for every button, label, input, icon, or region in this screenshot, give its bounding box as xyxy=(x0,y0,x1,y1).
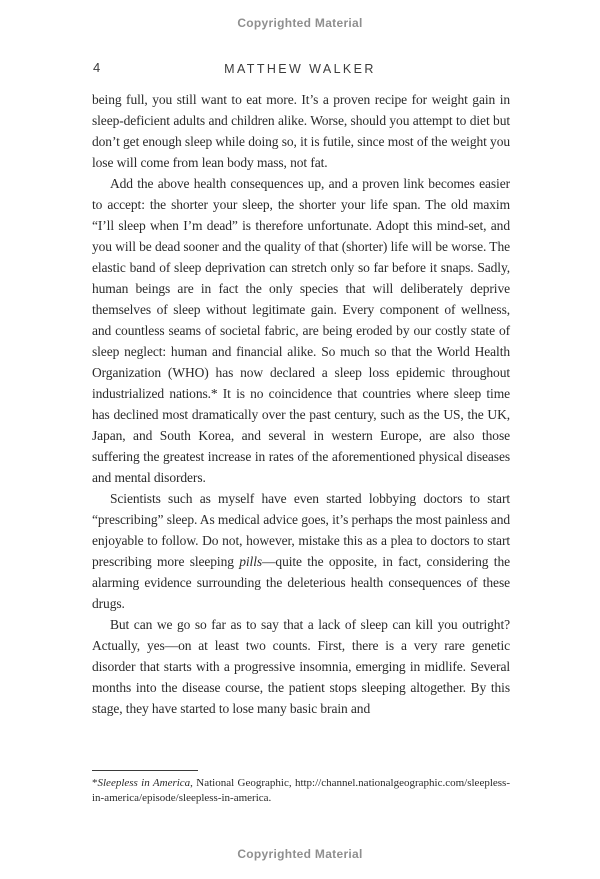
text-run: * xyxy=(92,777,98,789)
text-run: —quite the opposite, in fact, considering the alarming evidence surrounding the deleterious health consequences of these drugs. xyxy=(92,554,510,611)
body-text xyxy=(92,89,510,719)
paragraph xyxy=(92,89,510,173)
footnote-text xyxy=(92,776,510,806)
copyright-notice-top: Copyrighted Material xyxy=(237,16,363,30)
text-run: Scientists such as myself have even started lobbying doctors to start “prescribing” sleep. As medical advice goes, it’s perhaps the most painless and enjoyable to follow. Do not, however, mistake this as a plea to doctors to start prescribing more sleeping xyxy=(92,491,510,569)
page-number: 4 xyxy=(93,60,102,75)
text-run: being full, you still want to eat more. It’s a proven recipe for weight gain in sleep-deficient adults and children alike. Worse, should you attempt to diet but don’t get enough sleep while doing so, it is futile, since most of the weight you lose will come from lean body mass, not fat. xyxy=(92,92,510,170)
running-title: MATTHEW WALKER xyxy=(224,62,376,76)
text-run: , National Geographic, http://channel.nationalgeographic.com/sleepless-in-america/episode/sleepless-in-america. xyxy=(92,777,510,804)
paragraph xyxy=(92,173,510,488)
footnote xyxy=(92,770,510,806)
paragraph xyxy=(92,488,510,614)
page-header xyxy=(92,60,508,76)
copyright-notice-bottom: Copyrighted Material xyxy=(237,847,363,861)
footnote-divider xyxy=(92,770,198,771)
text-run: Add the above health consequences up, and a proven link becomes easier to accept: the shorter your sleep, the shorter your life span. The old maxim “I’ll sleep when I’m dead” is therefore unfortunate. Adopt this mind-set, and you will be dead sooner and the quality of that (shorter) life will be worse. The elastic band of sleep deprivation can stretch only so far before it snaps. Sadly, human beings are in fact the only species that will deliberately deprive themselves of sleep without legitimate gain. Every component of wellness, and countless seams of societal fabric, are being eroded by our costly state of sleep neglect: human and financial alike. So much so that the World Health Organization (WHO) has now declared a sleep loss epidemic throughout industrialized nations.* It is no coincidence that countries where sleep time has declined most dramatically over the past century, such as the US, the UK, Japan, and South Korea, and several in western Europe, are also those suffering the greatest increase in rates of the aforementioned physical diseases and mental disorders. xyxy=(92,176,510,485)
paragraph xyxy=(92,614,510,719)
text-run: But can we go so far as to say that a lack of sleep can kill you outright? Actually, yes—on at least two counts. First, there is a very rare genetic disorder that starts with a progressive insomnia, emerging in midlife. Several months into the disease course, the patient stops sleeping altogether. By this stage, they have started to lose many basic brain and xyxy=(92,617,510,716)
italic-text-run: pills xyxy=(239,554,263,569)
italic-text-run: Sleepless in America xyxy=(97,777,191,789)
